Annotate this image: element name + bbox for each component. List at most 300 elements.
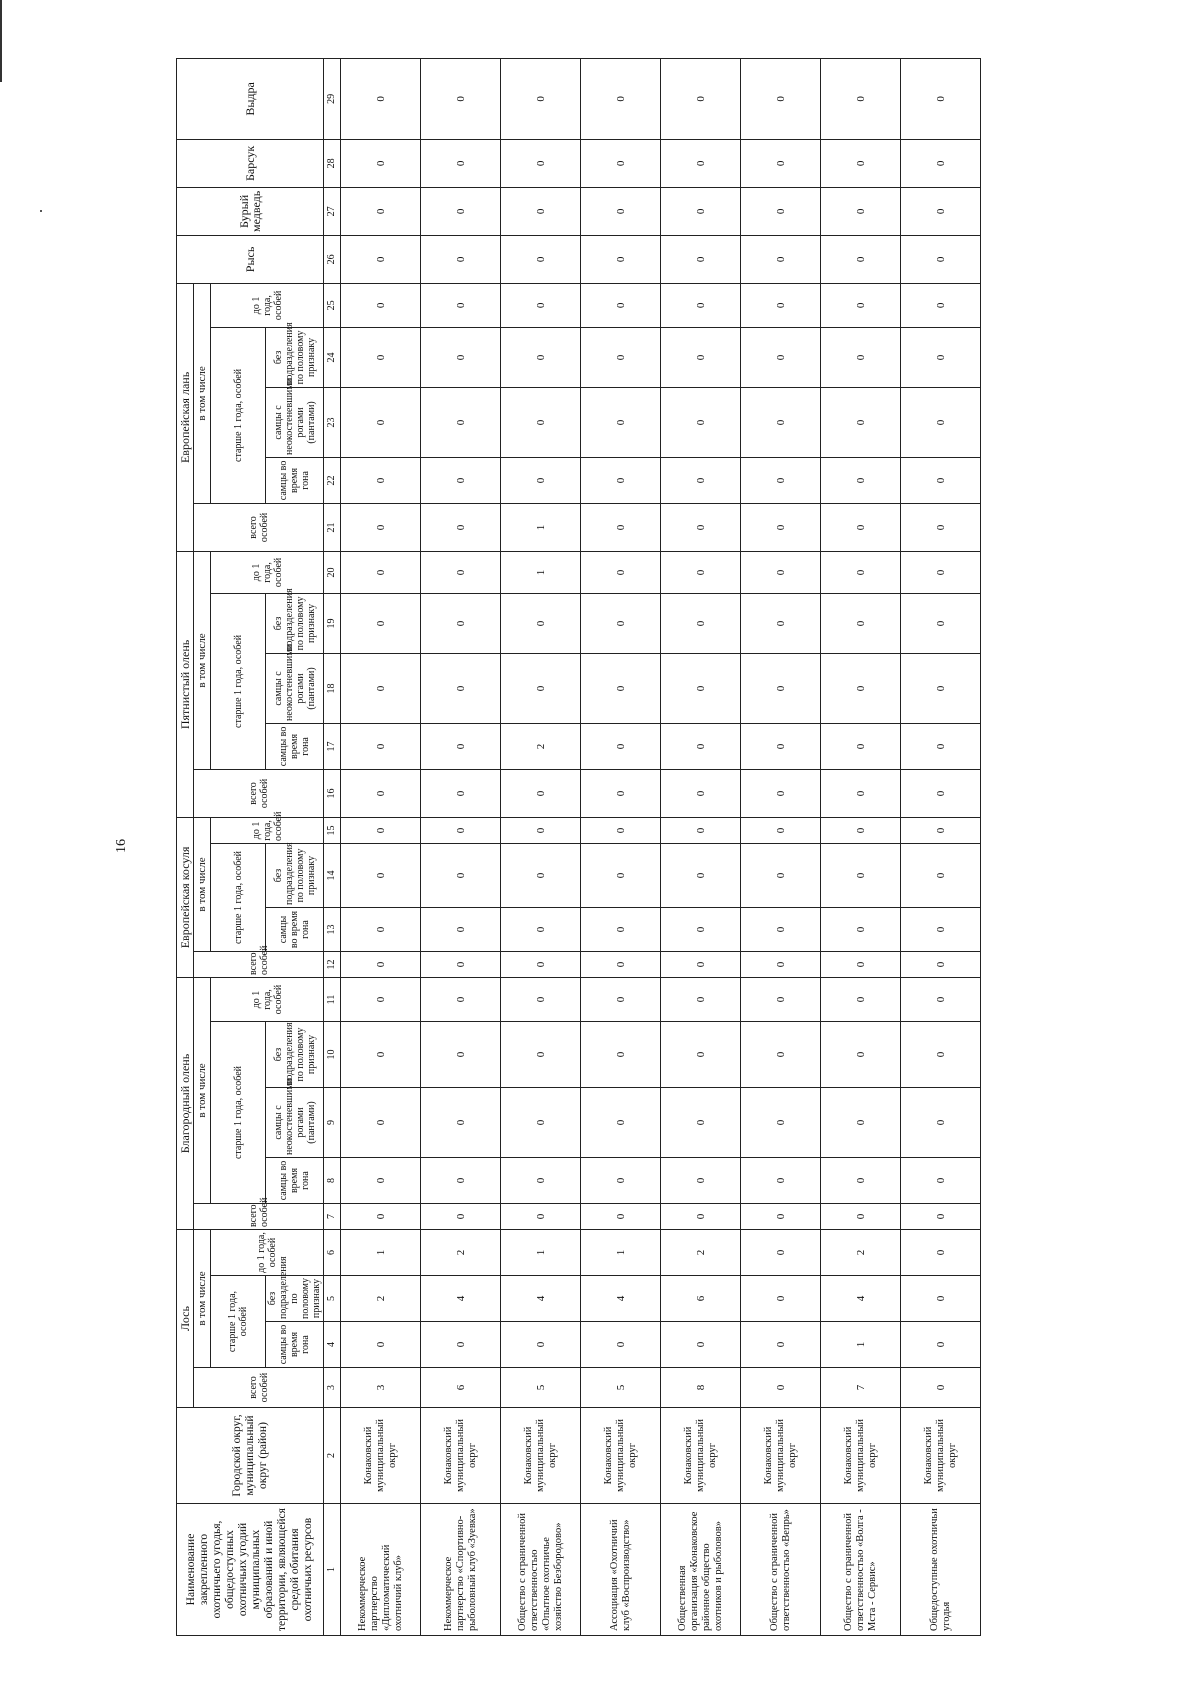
value-cell: 0	[821, 951, 901, 977]
value-cell: 0	[421, 387, 501, 457]
value-cell: 0	[341, 503, 421, 551]
value-cell: 0	[581, 503, 661, 551]
header-red-deer-nosex: без подразделения по половому признаку	[266, 1022, 324, 1088]
value-cell: 2	[821, 1230, 901, 1276]
header-roe-deer-total: всего особей	[194, 951, 324, 977]
district-cell: Конаковский муниципальный округ	[581, 1408, 661, 1504]
hunting-quota-table	[176, 58, 981, 1636]
value-cell: 2	[421, 1230, 501, 1276]
value-cell: 0	[341, 187, 421, 235]
value-cell: 0	[421, 843, 501, 907]
value-cell: 0	[821, 723, 901, 769]
value-cell: 0	[661, 503, 741, 551]
column-number-cell: 8	[324, 1158, 341, 1204]
value-cell: 0	[421, 1022, 501, 1088]
value-cell: 0	[821, 1204, 901, 1230]
value-cell: 0	[581, 551, 661, 593]
value-cell: 0	[821, 593, 901, 653]
table-row	[341, 58, 421, 1635]
header-species-roe-deer: Европейская косуля	[177, 817, 194, 977]
value-cell: 0	[501, 235, 581, 283]
value-cell: 0	[741, 1088, 821, 1158]
value-cell: 0	[581, 951, 661, 977]
column-number-cell: 20	[324, 551, 341, 593]
value-cell: 1	[501, 1230, 581, 1276]
column-number-cell: 25	[324, 283, 341, 327]
value-cell: 0	[421, 653, 501, 723]
value-cell: 0	[341, 1204, 421, 1230]
value-cell: 0	[661, 1088, 741, 1158]
value-cell: 0	[581, 283, 661, 327]
value-cell: 0	[421, 977, 501, 1021]
value-cell: 0	[341, 58, 421, 139]
value-cell: 0	[581, 843, 661, 907]
header-species-sika-deer: Пятнистый олень	[177, 551, 194, 817]
column-number-cell: 11	[324, 977, 341, 1021]
value-cell: 0	[741, 1230, 821, 1276]
value-cell: 0	[581, 1158, 661, 1204]
column-number-cell: 19	[324, 593, 341, 653]
value-cell: 0	[821, 843, 901, 907]
header-species-red-deer: Благородный олень	[177, 977, 194, 1229]
value-cell: 0	[501, 187, 581, 235]
value-cell: 0	[741, 1158, 821, 1204]
column-number-cell: 5	[324, 1276, 341, 1322]
value-cell: 0	[501, 907, 581, 951]
value-cell: 0	[581, 977, 661, 1021]
value-cell: 0	[901, 387, 981, 457]
value-cell: 0	[661, 1158, 741, 1204]
value-cell: 0	[901, 769, 981, 817]
header-fallow-rut: самцы во время гона	[266, 457, 324, 503]
value-cell: 0	[581, 387, 661, 457]
value-cell: 0	[581, 1204, 661, 1230]
header-red-deer-older: старше 1 года, особей	[211, 1022, 266, 1204]
district-cell: Конаковский муниципальный округ	[341, 1408, 421, 1504]
value-cell: 0	[741, 843, 821, 907]
value-cell: 0	[901, 977, 981, 1021]
value-cell: 0	[661, 457, 741, 503]
value-cell: 0	[661, 817, 741, 843]
value-cell: 1	[501, 551, 581, 593]
value-cell: 0	[581, 593, 661, 653]
value-cell: 0	[661, 283, 741, 327]
value-cell: 6	[421, 1368, 501, 1408]
value-cell: 0	[501, 58, 581, 139]
header-sika-under: до 1 года, особей	[211, 551, 324, 593]
value-cell: 0	[901, 187, 981, 235]
value-cell: 0	[661, 187, 741, 235]
value-cell: 0	[661, 327, 741, 387]
value-cell: 0	[661, 387, 741, 457]
value-cell: 0	[741, 551, 821, 593]
value-cell: 0	[661, 1322, 741, 1368]
value-cell: 0	[821, 457, 901, 503]
value-cell: 0	[501, 769, 581, 817]
value-cell: 0	[341, 907, 421, 951]
value-cell: 0	[581, 457, 661, 503]
header-fallow-nosex: без подразделения по половому признаку	[266, 327, 324, 387]
value-cell: 0	[821, 139, 901, 187]
value-cell: 0	[741, 907, 821, 951]
value-cell: 2	[501, 723, 581, 769]
value-cell: 0	[421, 1322, 501, 1368]
value-cell: 0	[341, 327, 421, 387]
table-row	[901, 58, 981, 1635]
value-cell: 0	[501, 387, 581, 457]
value-cell: 1	[501, 503, 581, 551]
column-number-row	[324, 58, 341, 1635]
header-red-deer-total: всего особей	[194, 1204, 324, 1230]
header-fallow-incl: в том числе	[194, 283, 211, 503]
value-cell: 0	[661, 977, 741, 1021]
value-cell: 0	[421, 551, 501, 593]
value-cell: 0	[501, 653, 581, 723]
value-cell: 0	[501, 593, 581, 653]
value-cell: 0	[661, 1204, 741, 1230]
value-cell: 0	[901, 653, 981, 723]
header-moose-nosex: без подразделения по половому признаку	[266, 1276, 324, 1322]
value-cell: 0	[741, 769, 821, 817]
column-number-cell: 23	[324, 387, 341, 457]
page-number: 16	[114, 839, 129, 853]
value-cell: 0	[501, 817, 581, 843]
value-cell: 0	[421, 1088, 501, 1158]
value-cell: 0	[661, 58, 741, 139]
column-number-cell: 28	[324, 139, 341, 187]
value-cell: 0	[741, 187, 821, 235]
value-cell: 0	[741, 387, 821, 457]
value-cell: 0	[741, 723, 821, 769]
value-cell: 0	[581, 235, 661, 283]
value-cell: 0	[821, 653, 901, 723]
value-cell: 5	[501, 1368, 581, 1408]
value-cell: 0	[501, 1022, 581, 1088]
value-cell: 3	[341, 1368, 421, 1408]
value-cell: 0	[821, 551, 901, 593]
value-cell: 0	[581, 187, 661, 235]
table-row	[501, 58, 581, 1635]
district-cell: Конаковский муниципальный округ	[901, 1408, 981, 1504]
header-species-lynx: Рысь	[177, 235, 324, 283]
value-cell: 0	[741, 1276, 821, 1322]
header-sika-antler: самцы с неокостеневшими рогами (пантами)	[266, 653, 324, 723]
org-name-cell: Общество с ограниченной ответственностью «Волга - Мста - Сервис»	[821, 1504, 901, 1636]
value-cell: 0	[741, 1322, 821, 1368]
value-cell: 0	[581, 1322, 661, 1368]
value-cell: 0	[581, 1022, 661, 1088]
value-cell: 0	[741, 593, 821, 653]
value-cell: 0	[581, 653, 661, 723]
value-cell: 0	[501, 283, 581, 327]
value-cell: 0	[901, 843, 981, 907]
header-roe-deer-nosex: без подразделения по половому признаку	[266, 843, 324, 907]
value-cell: 0	[661, 593, 741, 653]
value-cell: 0	[421, 139, 501, 187]
column-number-cell: 16	[324, 769, 341, 817]
value-cell: 0	[741, 977, 821, 1021]
district-cell: Конаковский муниципальный округ	[661, 1408, 741, 1504]
value-cell: 0	[661, 769, 741, 817]
value-cell: 0	[821, 907, 901, 951]
value-cell: 0	[741, 817, 821, 843]
district-cell: Конаковский муниципальный округ	[821, 1408, 901, 1504]
value-cell: 0	[501, 1204, 581, 1230]
value-cell: 0	[821, 769, 901, 817]
value-cell: 0	[501, 1322, 581, 1368]
value-cell: 0	[901, 1022, 981, 1088]
value-cell: 0	[741, 1204, 821, 1230]
header-red-deer-rut: самцы во время гона	[266, 1158, 324, 1204]
value-cell: 0	[821, 327, 901, 387]
table-row	[741, 58, 821, 1635]
value-cell: 0	[901, 1276, 981, 1322]
value-cell: 0	[821, 1158, 901, 1204]
value-cell: 0	[501, 139, 581, 187]
header-moose-total: всего особей	[194, 1368, 324, 1408]
value-cell: 0	[661, 723, 741, 769]
value-cell: 2	[661, 1230, 741, 1276]
header-species-badger: Барсук	[177, 139, 324, 187]
value-cell: 0	[581, 769, 661, 817]
value-cell: 4	[821, 1276, 901, 1322]
value-cell: 0	[501, 977, 581, 1021]
value-cell: 0	[821, 387, 901, 457]
value-cell: 0	[341, 593, 421, 653]
column-number-cell: 13	[324, 907, 341, 951]
value-cell: 1	[821, 1322, 901, 1368]
scan-edge-line	[0, 0, 2, 82]
value-cell: 0	[501, 951, 581, 977]
column-number-cell: 22	[324, 457, 341, 503]
value-cell: 0	[661, 951, 741, 977]
value-cell: 0	[741, 653, 821, 723]
value-cell: 0	[901, 593, 981, 653]
header-moose-older: старше 1 года, особей	[211, 1276, 266, 1368]
value-cell: 0	[821, 235, 901, 283]
column-number-cell: 24	[324, 327, 341, 387]
column-number-cell: 15	[324, 817, 341, 843]
column-number-cell: 27	[324, 187, 341, 235]
value-cell: 0	[421, 1158, 501, 1204]
value-cell: 0	[821, 58, 901, 139]
header-moose-rut: самцы во время гона	[266, 1322, 324, 1368]
value-cell: 0	[901, 1088, 981, 1158]
district-cell: Конаковский муниципальный округ	[501, 1408, 581, 1504]
table-row	[821, 58, 901, 1635]
org-name-cell: Общедоступные охотничьи угодья	[901, 1504, 981, 1636]
header-district-column: Городской округ, муниципальный округ (район)	[177, 1408, 324, 1504]
value-cell: 5	[581, 1368, 661, 1408]
column-number-cell: 10	[324, 1022, 341, 1088]
table-row	[421, 58, 501, 1635]
value-cell: 0	[741, 951, 821, 977]
column-number-cell: 1	[324, 1504, 341, 1636]
value-cell: 0	[341, 387, 421, 457]
district-cell: Конаковский муниципальный округ	[741, 1408, 821, 1504]
value-cell: 0	[421, 817, 501, 843]
value-cell: 0	[421, 327, 501, 387]
value-cell: 0	[901, 283, 981, 327]
header-roe-deer-older: старше 1 года, особей	[211, 843, 266, 951]
table-body	[324, 58, 981, 1635]
value-cell: 0	[341, 769, 421, 817]
value-cell: 0	[741, 235, 821, 283]
header-roe-deer-incl: в том числе	[194, 817, 211, 951]
value-cell: 7	[821, 1368, 901, 1408]
value-cell: 6	[661, 1276, 741, 1322]
header-fallow-under: до 1 года, особей	[211, 283, 324, 327]
value-cell: 0	[661, 1022, 741, 1088]
value-cell: 4	[581, 1276, 661, 1322]
org-name-cell: Некоммерческое партнерство «Дипломатический охотничий клуб»	[341, 1504, 421, 1636]
value-cell: 0	[741, 139, 821, 187]
value-cell: 0	[901, 457, 981, 503]
value-cell: 0	[581, 817, 661, 843]
value-cell: 0	[341, 1088, 421, 1158]
value-cell: 0	[581, 907, 661, 951]
column-number-cell: 7	[324, 1204, 341, 1230]
value-cell: 0	[421, 723, 501, 769]
header-roe-deer-under: до 1 года, особей	[211, 817, 324, 843]
header-sika-nosex: без подразделения по половому признаку	[266, 593, 324, 653]
org-name-cell: Некоммерческое партнерство «Спортивно-рыболовный клуб «Зуевка»	[421, 1504, 501, 1636]
column-number-cell: 21	[324, 503, 341, 551]
value-cell: 0	[901, 907, 981, 951]
value-cell: 0	[661, 139, 741, 187]
value-cell: 0	[821, 1022, 901, 1088]
value-cell: 0	[341, 653, 421, 723]
value-cell: 0	[421, 593, 501, 653]
value-cell: 0	[901, 817, 981, 843]
value-cell: 0	[821, 503, 901, 551]
value-cell: 0	[901, 58, 981, 139]
value-cell: 0	[821, 187, 901, 235]
table-row	[661, 58, 741, 1635]
value-cell: 0	[741, 1022, 821, 1088]
header-sika-older: старше 1 года, особей	[211, 593, 266, 769]
header-fallow-total: всего особей	[194, 503, 324, 551]
header-species-moose: Лось	[177, 1230, 194, 1408]
column-number-cell: 26	[324, 235, 341, 283]
value-cell: 0	[581, 327, 661, 387]
value-cell: 0	[341, 457, 421, 503]
value-cell: 0	[741, 283, 821, 327]
column-number-cell: 4	[324, 1322, 341, 1368]
value-cell: 0	[341, 723, 421, 769]
value-cell: 0	[341, 843, 421, 907]
header-fallow-older: старше 1 года, особей	[211, 327, 266, 503]
value-cell: 0	[661, 843, 741, 907]
header-species-brown-bear: Бурый медведь	[177, 187, 324, 235]
org-name-cell: Общественная организация «Конаковское районное общество охотников и рыболовов»	[661, 1504, 741, 1636]
value-cell: 0	[421, 503, 501, 551]
value-cell: 0	[341, 235, 421, 283]
value-cell: 2	[341, 1276, 421, 1322]
value-cell: 0	[421, 58, 501, 139]
value-cell: 0	[581, 58, 661, 139]
value-cell: 0	[421, 907, 501, 951]
header-fallow-antler: самцы с неокостеневшими рогами (пантами)	[266, 387, 324, 457]
value-cell: 0	[501, 457, 581, 503]
value-cell: 0	[901, 1158, 981, 1204]
value-cell: 0	[581, 139, 661, 187]
value-cell: 0	[341, 551, 421, 593]
value-cell: 0	[581, 723, 661, 769]
value-cell: 0	[421, 187, 501, 235]
value-cell: 0	[661, 551, 741, 593]
header-moose-under: до 1 года, особей	[211, 1230, 324, 1276]
header-roe-deer-rut: самцы во время гона	[266, 907, 324, 951]
column-number-cell: 18	[324, 653, 341, 723]
value-cell: 0	[901, 551, 981, 593]
column-number-cell: 9	[324, 1088, 341, 1158]
value-cell: 8	[661, 1368, 741, 1408]
value-cell: 0	[821, 283, 901, 327]
value-cell: 0	[341, 977, 421, 1021]
header-species-fallow-deer: Европейская лань	[177, 283, 194, 551]
value-cell: 0	[821, 1088, 901, 1158]
header-species-otter: Выдра	[177, 58, 324, 139]
column-number-cell: 3	[324, 1368, 341, 1408]
value-cell: 0	[421, 235, 501, 283]
value-cell: 0	[901, 951, 981, 977]
value-cell: 0	[501, 327, 581, 387]
header-sika-incl: в том числе	[194, 551, 211, 769]
value-cell: 0	[741, 58, 821, 139]
value-cell: 0	[901, 503, 981, 551]
header-name-column: Наименование закрепленного охотничьего угодья, общедоступных охотничьих угодий муниципальных образований и иной территории, являющейся средой обитания охотничьих ресурсов	[177, 1504, 324, 1636]
table-row	[581, 58, 661, 1635]
value-cell: 0	[341, 1322, 421, 1368]
value-cell: 0	[421, 1204, 501, 1230]
value-cell: 0	[501, 1158, 581, 1204]
scan-speck	[40, 210, 42, 212]
org-name-cell: Общество с ограниченной ответственностью «Опытное охотничье хозяйство Безбородово»	[501, 1504, 581, 1636]
column-number-cell: 17	[324, 723, 341, 769]
header-red-deer-incl: в том числе	[194, 977, 211, 1203]
value-cell: 0	[661, 653, 741, 723]
value-cell: 0	[901, 327, 981, 387]
value-cell: 0	[741, 1368, 821, 1408]
value-cell: 0	[901, 1230, 981, 1276]
value-cell: 1	[581, 1230, 661, 1276]
value-cell: 0	[821, 817, 901, 843]
value-cell: 0	[421, 283, 501, 327]
value-cell: 0	[421, 951, 501, 977]
header-red-deer-under: до 1 года, особей	[211, 977, 324, 1021]
district-cell: Конаковский муниципальный округ	[421, 1408, 501, 1504]
header-moose-incl: в том числе	[194, 1230, 211, 1368]
value-cell: 0	[341, 1158, 421, 1204]
value-cell: 0	[341, 139, 421, 187]
rotated-table-container	[176, 82, 996, 1636]
header-red-deer-antler: самцы с неокостеневшими рогами (пантами)	[266, 1088, 324, 1158]
value-cell: 0	[341, 283, 421, 327]
value-cell: 0	[421, 769, 501, 817]
value-cell: 0	[501, 1088, 581, 1158]
value-cell: 0	[901, 1322, 981, 1368]
org-name-cell: Общество с ограниченной ответственностью «Вепрь»	[741, 1504, 821, 1636]
value-cell: 0	[741, 327, 821, 387]
value-cell: 0	[741, 503, 821, 551]
value-cell: 4	[421, 1276, 501, 1322]
value-cell: 0	[901, 723, 981, 769]
value-cell: 0	[901, 1368, 981, 1408]
value-cell: 1	[341, 1230, 421, 1276]
value-cell: 0	[421, 457, 501, 503]
value-cell: 0	[341, 951, 421, 977]
